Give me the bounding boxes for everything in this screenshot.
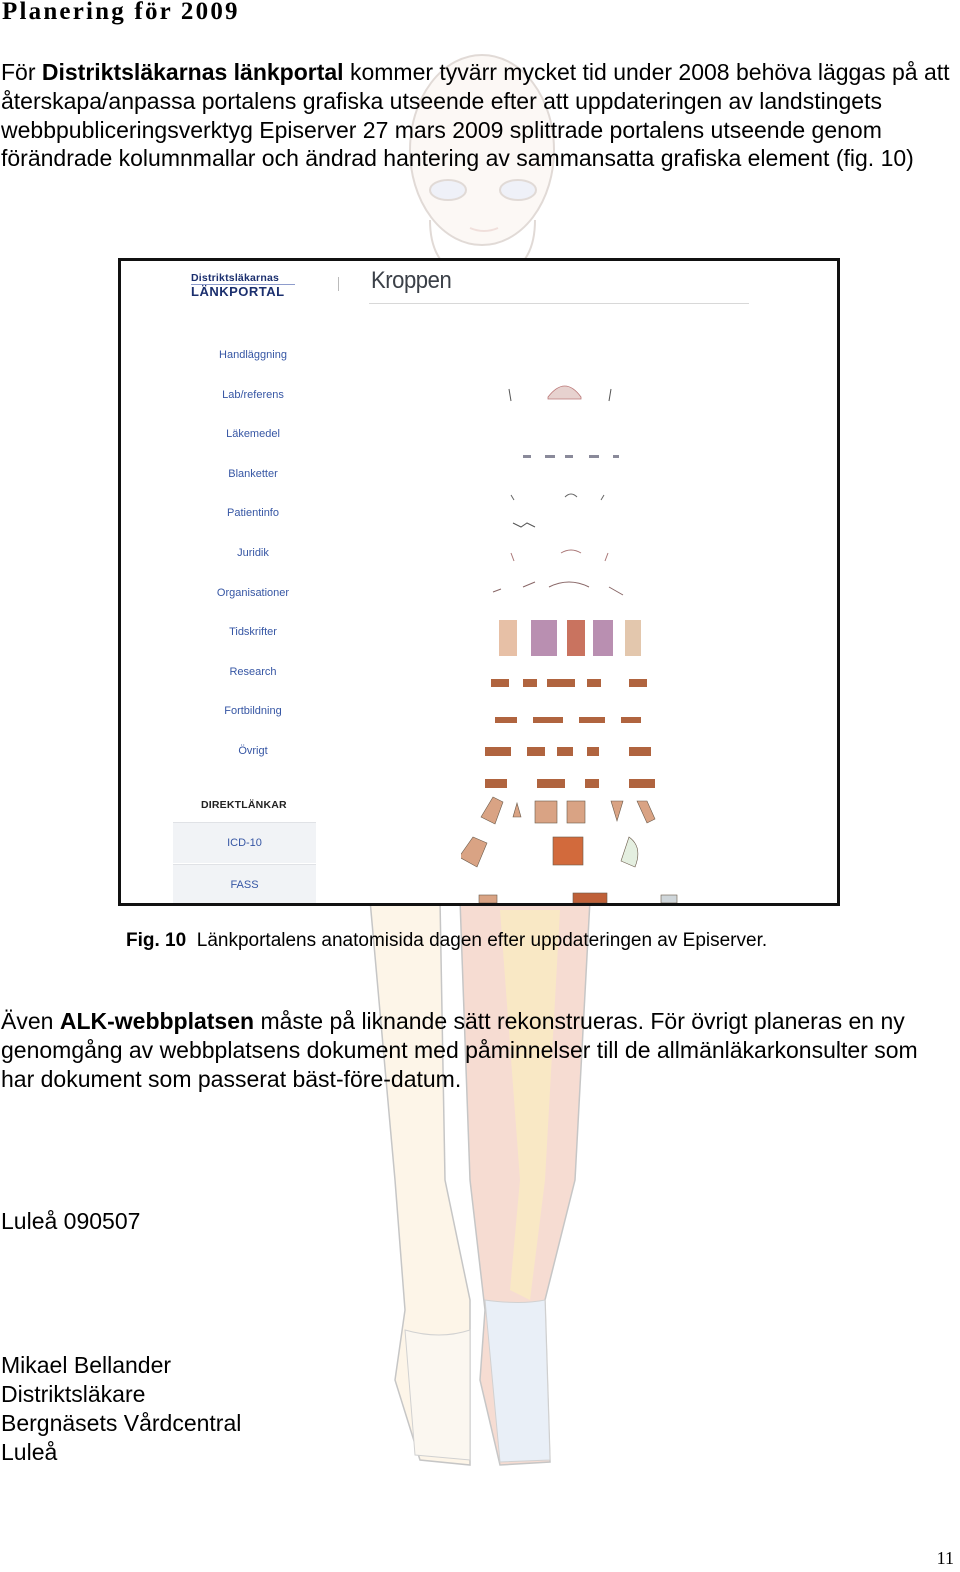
page-heading: Planering för 2009 (2, 0, 240, 25)
caption-text: Länkportalens anatomisida dagen efter uppdateringen av Episerver. (196, 930, 768, 951)
alk-website-bold: ALK-webbplatsen (59, 1008, 255, 1034)
title-divider (369, 303, 749, 304)
signature-title: Distriktsläkare (1, 1381, 146, 1407)
nav-item-research[interactable]: Research (229, 665, 277, 678)
nav-item-blanketter[interactable]: Blanketter (228, 467, 278, 480)
direct-links-heading: DIREKTLÄNKAR (201, 799, 287, 811)
logo-line-2: LÄNKPORTAL (191, 284, 295, 298)
portal-logo (191, 273, 295, 298)
logo-separator (338, 277, 339, 291)
nav-item-patientinfo[interactable]: Patientinfo (227, 507, 279, 520)
page-number: 11 (936, 1548, 954, 1568)
signature-workplace: Bergnäsets Vårdcentral (1, 1410, 242, 1436)
nav-item-ovrigt[interactable]: Övrigt (238, 744, 268, 757)
nav-item-juridik[interactable]: Juridik (237, 546, 269, 559)
signature-name: Mikael Bellander (1, 1352, 172, 1378)
nav-item-lakemedel[interactable]: Läkemedel (226, 428, 280, 441)
figure-caption (126, 930, 767, 952)
intro-paragraph (1, 58, 956, 173)
direct-link-icd10[interactable]: ICD-10 (173, 822, 316, 863)
portal-name-bold: Distriktsläkarnas länkportal (41, 59, 344, 85)
direct-link-fass[interactable]: FASS (173, 864, 316, 905)
nav-item-handlaggning[interactable]: Handläggning (219, 349, 287, 361)
second-text-post: måste på liknande sätt rekonstrueras. För övrigt planeras en ny genomgång av webbplatsens dokument med påminnelser till de allmänläkarkonsulter som har dokument som passerat bäst-före-datum. (1, 1008, 918, 1092)
nav-item-tidskrifter[interactable]: Tidskrifter (229, 626, 277, 639)
place-and-date: Luleå 090507 (1, 1208, 141, 1234)
second-text-pre: Även (1, 1008, 60, 1034)
fragmented-anatomy-map[interactable] (461, 317, 701, 903)
portal-nav (173, 349, 333, 785)
intro-text-post: kommer tyvärr mycket tid under 2008 behöva läggas på att återskapa/anpassa portalens grafiska utseende efter att uppdateringen av landstingets webbpubliceringsverktyg Episerver 27 mars 2009 splittrade portalens utseende genom förändrade kolumnmallar och ändrad hantering av sammansatta grafiska element (fig. 10) (1, 59, 950, 172)
figure-screenshot (118, 258, 840, 906)
signature-city: Luleå (1, 1439, 58, 1465)
second-paragraph (1, 1007, 956, 1093)
logo-line-1: Distriktsläkarnas (191, 272, 280, 284)
nav-item-organisationer[interactable]: Organisationer (216, 586, 290, 599)
intro-text-pre: För (1, 59, 42, 85)
nav-item-labreferens[interactable]: Lab/referens (222, 388, 284, 401)
nav-item-fortbildning[interactable]: Fortbildning (224, 705, 282, 718)
portal-page-title: Kroppen (371, 267, 452, 294)
caption-label: Fig. 10 (126, 930, 187, 951)
